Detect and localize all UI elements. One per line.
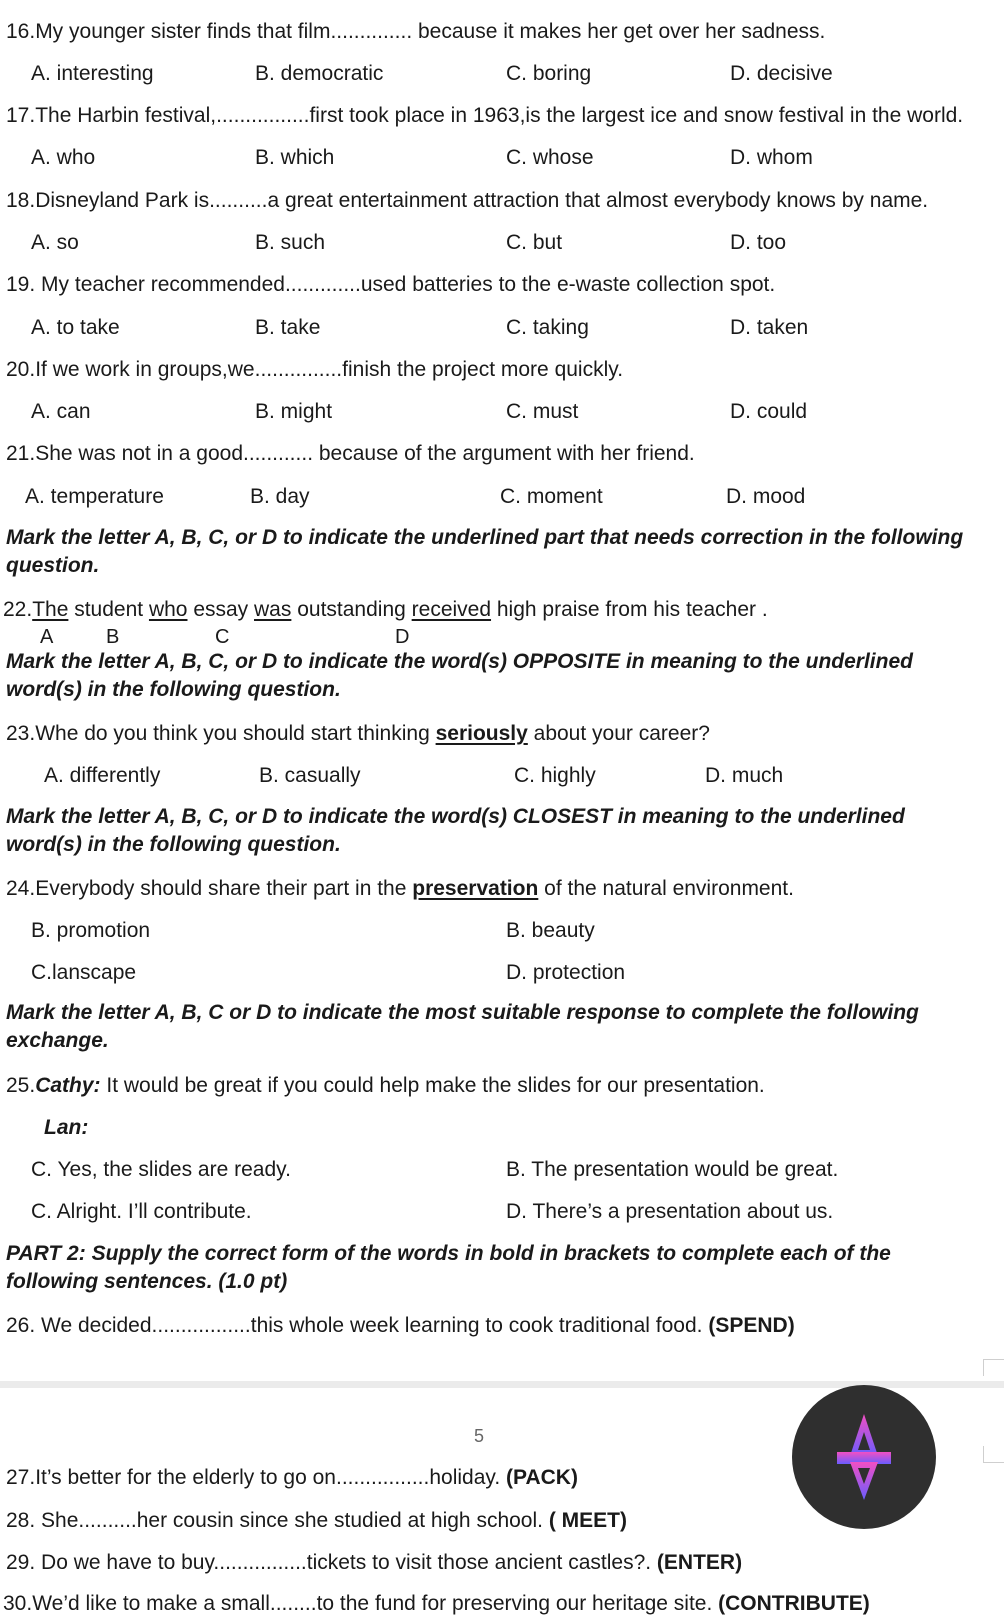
q23-option-b: B. casually bbox=[259, 764, 361, 787]
q18-option-d: D. too bbox=[730, 231, 787, 254]
q23-text-before: 23.Whe do you think you should start thinking bbox=[6, 722, 436, 745]
q24-option-4: D. protection bbox=[506, 961, 626, 984]
q23-option-a: A. differently bbox=[44, 764, 161, 787]
instruction-suitable-response: Mark the letter A, B, C or D to indicate the most suitable response to complete the following exchange. bbox=[6, 1001, 919, 1052]
q30-word: (CONTRIBUTE) bbox=[718, 1592, 870, 1615]
q22-underlined-d: received bbox=[411, 598, 492, 621]
page-corner-top bbox=[983, 1359, 1004, 1376]
question-30 bbox=[3, 1592, 870, 1616]
question-28 bbox=[6, 1509, 627, 1533]
q25-number: 25. bbox=[6, 1074, 36, 1097]
q22-text-4: high praise from his teacher . bbox=[491, 598, 768, 621]
question-26 bbox=[6, 1314, 795, 1338]
q29-word: (ENTER) bbox=[656, 1551, 743, 1574]
q24-text-after: of the natural environment. bbox=[538, 877, 794, 900]
instruction-opposite-meaning: Mark the letter A, B, C, or D to indicate the word(s) OPPOSITE in meaning to the underlined word(s) in the following question. bbox=[6, 650, 913, 701]
question-17-stem: 17.The Harbin festival,................first took place in 1963,is the largest ice and snow festival in the world. bbox=[6, 104, 964, 127]
q20-option-c: C. must bbox=[506, 400, 579, 423]
q28-text: 28. She..........her cousin since she studied at high school. bbox=[6, 1509, 549, 1532]
q26-text: 26. We decided.................this whole week learning to cook traditional food. bbox=[6, 1314, 709, 1337]
q25-cathy-text: It would be great if you could help make the slides for our presentation. bbox=[100, 1074, 765, 1097]
q21-option-b: B. day bbox=[250, 485, 310, 508]
q18-option-c: C. but bbox=[506, 231, 563, 254]
question-20-stem: 20.If we work in groups,we...............finish the project more quickly. bbox=[6, 358, 624, 381]
question-22-sentence bbox=[3, 598, 768, 622]
q24-option-1: B. promotion bbox=[31, 919, 151, 942]
q22-letter-a: A bbox=[40, 626, 54, 648]
q30-text: 30.We’d like to make a small........to the fund for preserving our heritage site. bbox=[3, 1592, 719, 1615]
q17-option-c: C. whose bbox=[506, 146, 594, 169]
question-29 bbox=[6, 1551, 742, 1575]
q16-option-c: C. boring bbox=[506, 62, 592, 85]
question-23-stem bbox=[6, 722, 710, 746]
question-18-stem: 18.Disneyland Park is..........a great entertainment attraction that almost everybody knows by name. bbox=[6, 189, 929, 212]
page-number: 5 bbox=[474, 1426, 485, 1446]
q23-text-after: about your career? bbox=[527, 722, 710, 745]
q22-number: 22. bbox=[3, 598, 33, 621]
q21-option-c: C. moment bbox=[500, 485, 603, 508]
question-27 bbox=[6, 1466, 578, 1490]
q29-text: 29. Do we have to buy................tickets to visit those ancient castles?. bbox=[6, 1551, 657, 1574]
q28-word: ( MEET) bbox=[548, 1509, 627, 1532]
q24-option-3: C.lanscape bbox=[31, 961, 137, 984]
q27-word: (PACK) bbox=[506, 1466, 578, 1489]
q24-text-before: 24.Everybody should share their part in the bbox=[6, 877, 413, 900]
q18-option-b: B. such bbox=[255, 231, 326, 254]
q19-option-d: D. taken bbox=[730, 316, 809, 339]
q25-speaker-lan: Lan: bbox=[44, 1116, 89, 1139]
q23-option-d: D. much bbox=[705, 764, 784, 787]
q22-text-3: outstanding bbox=[291, 598, 412, 621]
q24-underlined-word: preservation bbox=[412, 877, 539, 900]
question-25-line-1 bbox=[6, 1074, 765, 1098]
q25-option-4: D. There’s a presentation about us. bbox=[506, 1200, 834, 1223]
q22-text-1: student bbox=[68, 598, 149, 621]
q16-option-d: D. decisive bbox=[730, 62, 833, 85]
q16-option-b: B. democratic bbox=[255, 62, 384, 85]
q25-option-1: C. Yes, the slides are ready. bbox=[31, 1158, 291, 1181]
q23-underlined-word: seriously bbox=[435, 722, 528, 745]
q26-word: (SPEND) bbox=[708, 1314, 795, 1337]
q25-option-2: B. The presentation would be great. bbox=[506, 1158, 839, 1181]
q22-text-2: essay bbox=[187, 598, 255, 621]
q17-option-d: D. whom bbox=[730, 146, 813, 169]
question-21-stem: 21.She was not in a good............ because of the argument with her friend. bbox=[6, 442, 695, 465]
q20-option-d: D. could bbox=[730, 400, 808, 423]
q17-option-a: A. who bbox=[31, 146, 96, 169]
part-2-heading: PART 2: Supply the correct form of the words in bold in brackets to complete each of the following sentences. (1.0 pt) bbox=[6, 1242, 891, 1293]
q22-letter-d: D bbox=[395, 626, 410, 648]
q27-text: 27.It’s better for the elderly to go on................holiday. bbox=[6, 1466, 506, 1489]
q20-option-b: B. might bbox=[255, 400, 333, 423]
q25-speaker-cathy: Cathy: bbox=[35, 1074, 101, 1097]
q22-underlined-c: was bbox=[254, 598, 292, 621]
question-16-stem: 16.My younger sister finds that film.............. because it makes her get over her sadness. bbox=[6, 20, 826, 43]
q22-underlined-a: The bbox=[32, 598, 69, 621]
q20-option-a: A. can bbox=[31, 400, 91, 423]
q19-option-c: C. taking bbox=[506, 316, 589, 339]
page-corner-bottom bbox=[983, 1446, 1004, 1463]
q21-option-a: A. temperature bbox=[25, 485, 164, 508]
q23-option-c: C. highly bbox=[514, 764, 596, 787]
q19-option-b: B. take bbox=[255, 316, 321, 339]
q21-option-d: D. mood bbox=[726, 485, 806, 508]
q16-option-a: A. interesting bbox=[31, 62, 154, 85]
q19-option-a: A. to take bbox=[31, 316, 120, 339]
q18-option-a: A. so bbox=[31, 231, 79, 254]
instruction-error-identification: Mark the letter A, B, C, or D to indicate the underlined part that needs correction in the following question. bbox=[6, 526, 964, 577]
question-19-stem: 19. My teacher recommended.............used batteries to the e-waste collection spot. bbox=[6, 273, 776, 296]
q22-underlined-b: who bbox=[148, 598, 188, 621]
q22-letter-b: B bbox=[106, 626, 120, 648]
q17-option-b: B. which bbox=[255, 146, 335, 169]
instruction-closest-meaning: Mark the letter A, B, C, or D to indicate the word(s) CLOSEST in meaning to the underlined word(s) in the following question. bbox=[6, 805, 905, 856]
q24-option-2: B. beauty bbox=[506, 919, 595, 942]
sparkle-icon bbox=[832, 1412, 896, 1502]
question-24-stem bbox=[6, 877, 794, 901]
q22-letter-c: C bbox=[215, 626, 230, 648]
ai-assistant-button[interactable] bbox=[792, 1385, 936, 1529]
q25-option-3: C. Alright. I’ll contribute. bbox=[31, 1200, 252, 1223]
